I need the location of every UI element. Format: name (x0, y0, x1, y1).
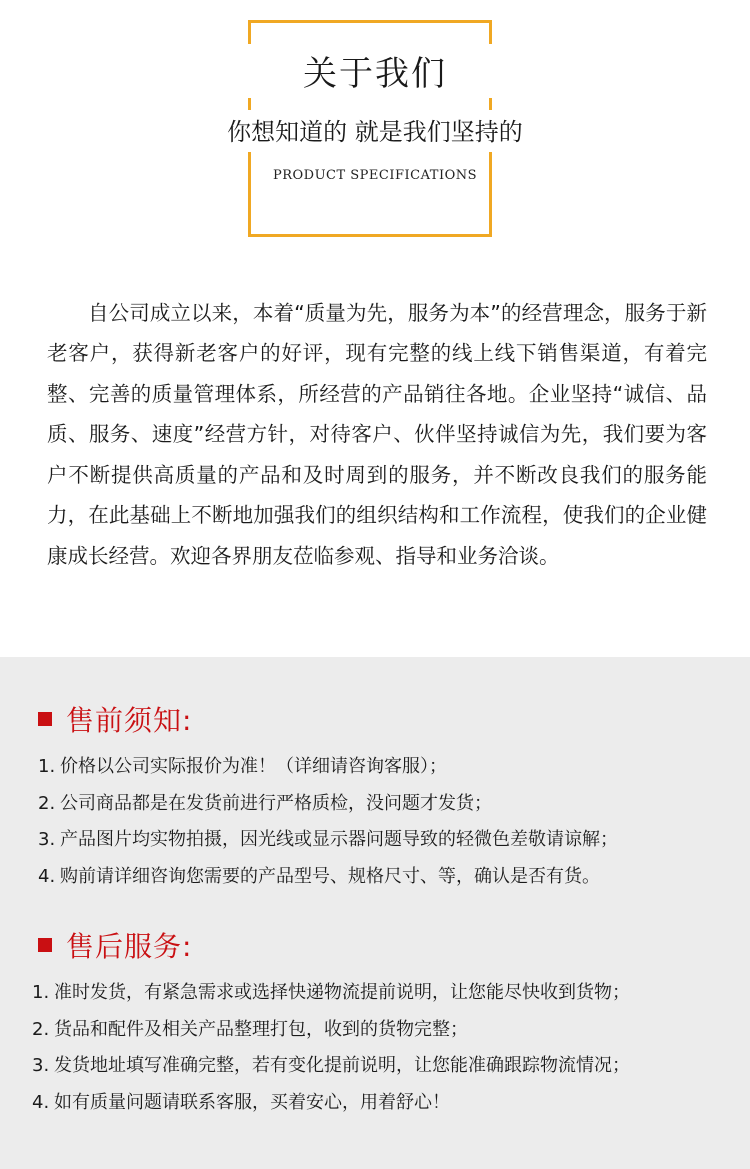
intro-paragraph: 自公司成立以来，本着“质量为先，服务为本”的经营理念，服务于新老客户，获得新老客户的好评，现有完整的线上线下销售渠道，有着完整、完善的质量管理体系，所经营的产品销往各地。企业坚持“诚信、品质、服务、速度”经营方针，对待客户、伙伴坚持诚信为先，我们要为客户不断提供高质量的产品和及时周到的服务，并不断改良我们的服务能力，在此基础上不断地加强我们的组织结构和工作流程，使我们的企业健康成长经营。欢迎各界朋友莅临参观、指导和业务洽谈。 (47, 300, 707, 568)
page-title: 关于我们 (303, 54, 447, 94)
aftersale-heading (38, 925, 192, 965)
list-item: 3. 发货地址填写准确完整，若有变化提前说明，让您能准确跟踪物流情况； (32, 1055, 630, 1076)
list-item: 2. 公司商品都是在发货前进行严格质检，没问题才发货； (38, 792, 492, 814)
notice-section (0, 657, 750, 1169)
list-item: 1. 准时发货，有紧急需求或选择快递物流提前说明，让您能尽快收到货物； (32, 982, 630, 1003)
tagline: PRODUCT SPECIFICATIONS (272, 168, 478, 183)
list-item: 1. 价格以公司实际报价为准！（详细请咨询客服）； (38, 756, 447, 777)
list-item: 3. 产品图片均实物拍摄，因光线或显示器问题导致的轻微色差敬请谅解； (38, 829, 618, 850)
presale-list (38, 749, 738, 895)
presale-title: 售前须知: (66, 704, 193, 737)
list-item: 4. 如有质量问题请联系客服，买着安心，用着舒心！ (32, 1091, 450, 1113)
presale-heading (38, 699, 192, 739)
list-item: 2. 货品和配件及相关产品整理打包，收到的货物完整； (32, 1018, 468, 1040)
aftersale-title: 售后服务: (66, 930, 193, 963)
page-subtitle: 你想知道的 就是我们坚持的 (227, 118, 523, 146)
list-item: 4. 购前请详细咨询您需要的产品型号、规格尺寸、等，确认是否有货。 (38, 865, 600, 887)
square-bullet-icon (38, 938, 52, 952)
square-bullet-icon (38, 712, 52, 726)
aftersale-list (32, 975, 732, 1121)
